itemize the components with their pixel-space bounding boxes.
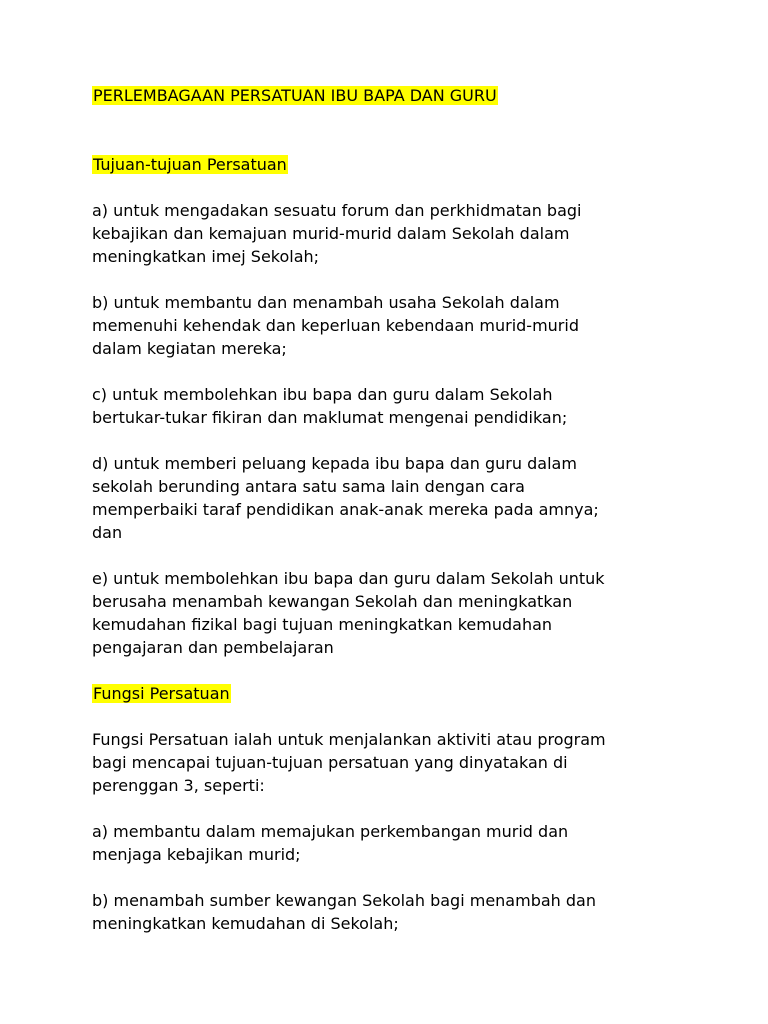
paragraph-line: dalam kegiatan mereka; bbox=[92, 339, 287, 358]
paragraph-line: kemudahan fizikal bagi tujuan meningkatkan kemudahan bbox=[92, 615, 553, 634]
spacer bbox=[92, 360, 712, 383]
paragraph-line: kebajikan dan kemajuan murid-murid dalam Sekolah dalam bbox=[92, 224, 570, 243]
paragraph-tujuan-c bbox=[92, 383, 712, 429]
section-heading-line bbox=[92, 153, 712, 176]
paragraph-line: bagi mencapai tujuan-tujuan persatuan yang dinyatakan di bbox=[92, 753, 568, 772]
spacer bbox=[92, 268, 712, 291]
section-heading-tujuan: Tujuan-tujuan Persatuan bbox=[93, 155, 287, 174]
paragraph-line: sekolah berunding antara satu sama lain dengan cara bbox=[92, 477, 525, 496]
paragraph-line: a) untuk mengadakan sesuatu forum dan perkhidmatan bagi bbox=[92, 201, 582, 220]
spacer bbox=[92, 176, 712, 199]
section-heading-line bbox=[92, 682, 712, 705]
paragraph-line: b) untuk membantu dan menambah usaha Sekolah dalam bbox=[92, 293, 560, 312]
spacer bbox=[92, 659, 712, 682]
spacer bbox=[92, 544, 712, 567]
spacer bbox=[92, 429, 712, 452]
paragraph-line: memenuhi kehendak dan keperluan kebendaan murid-murid bbox=[92, 316, 579, 335]
paragraph-line: a) membantu dalam memajukan perkembangan murid dan bbox=[92, 822, 569, 841]
spacer bbox=[92, 107, 712, 153]
paragraph-line: e) untuk membolehkan ibu bapa dan guru dalam Sekolah untuk bbox=[92, 569, 605, 588]
paragraph-line: dan bbox=[92, 523, 123, 542]
paragraph-fungsi-intro bbox=[92, 728, 712, 797]
paragraph-line: c) untuk membolehkan ibu bapa dan guru dalam Sekolah bbox=[92, 385, 553, 404]
paragraph-line: meningkatkan kemudahan di Sekolah; bbox=[92, 914, 399, 933]
paragraph-line: menjaga kebajikan murid; bbox=[92, 845, 301, 864]
document-title-line bbox=[92, 84, 712, 107]
paragraph-line: pengajaran dan pembelajaran bbox=[92, 638, 334, 657]
document-page bbox=[92, 84, 712, 935]
section-heading-fungsi: Fungsi Persatuan bbox=[93, 684, 230, 703]
paragraph-tujuan-a bbox=[92, 199, 712, 268]
paragraph-line: memperbaiki taraf pendidikan anak-anak mereka pada amnya; bbox=[92, 500, 599, 519]
paragraph-line: d) untuk memberi peluang kepada ibu bapa dan guru dalam bbox=[92, 454, 577, 473]
paragraph-line: berusaha menambah kewangan Sekolah dan meningkatkan bbox=[92, 592, 573, 611]
paragraph-tujuan-d bbox=[92, 452, 712, 544]
spacer bbox=[92, 866, 712, 889]
paragraph-line: Fungsi Persatuan ialah untuk menjalankan aktiviti atau program bbox=[92, 730, 606, 749]
paragraph-fungsi-a bbox=[92, 820, 712, 866]
paragraph-line: meningkatkan imej Sekolah; bbox=[92, 247, 320, 266]
paragraph-fungsi-b bbox=[92, 889, 712, 935]
spacer bbox=[92, 797, 712, 820]
paragraph-line: b) menambah sumber kewangan Sekolah bagi menambah dan bbox=[92, 891, 596, 910]
spacer bbox=[92, 705, 712, 728]
paragraph-tujuan-e bbox=[92, 567, 712, 659]
document-title: PERLEMBAGAAN PERSATUAN IBU BAPA DAN GURU bbox=[93, 86, 497, 105]
paragraph-line: perenggan 3, seperti: bbox=[92, 776, 265, 795]
paragraph-line: bertukar-tukar fikiran dan maklumat mengenai pendidikan; bbox=[92, 408, 568, 427]
paragraph-tujuan-b bbox=[92, 291, 712, 360]
